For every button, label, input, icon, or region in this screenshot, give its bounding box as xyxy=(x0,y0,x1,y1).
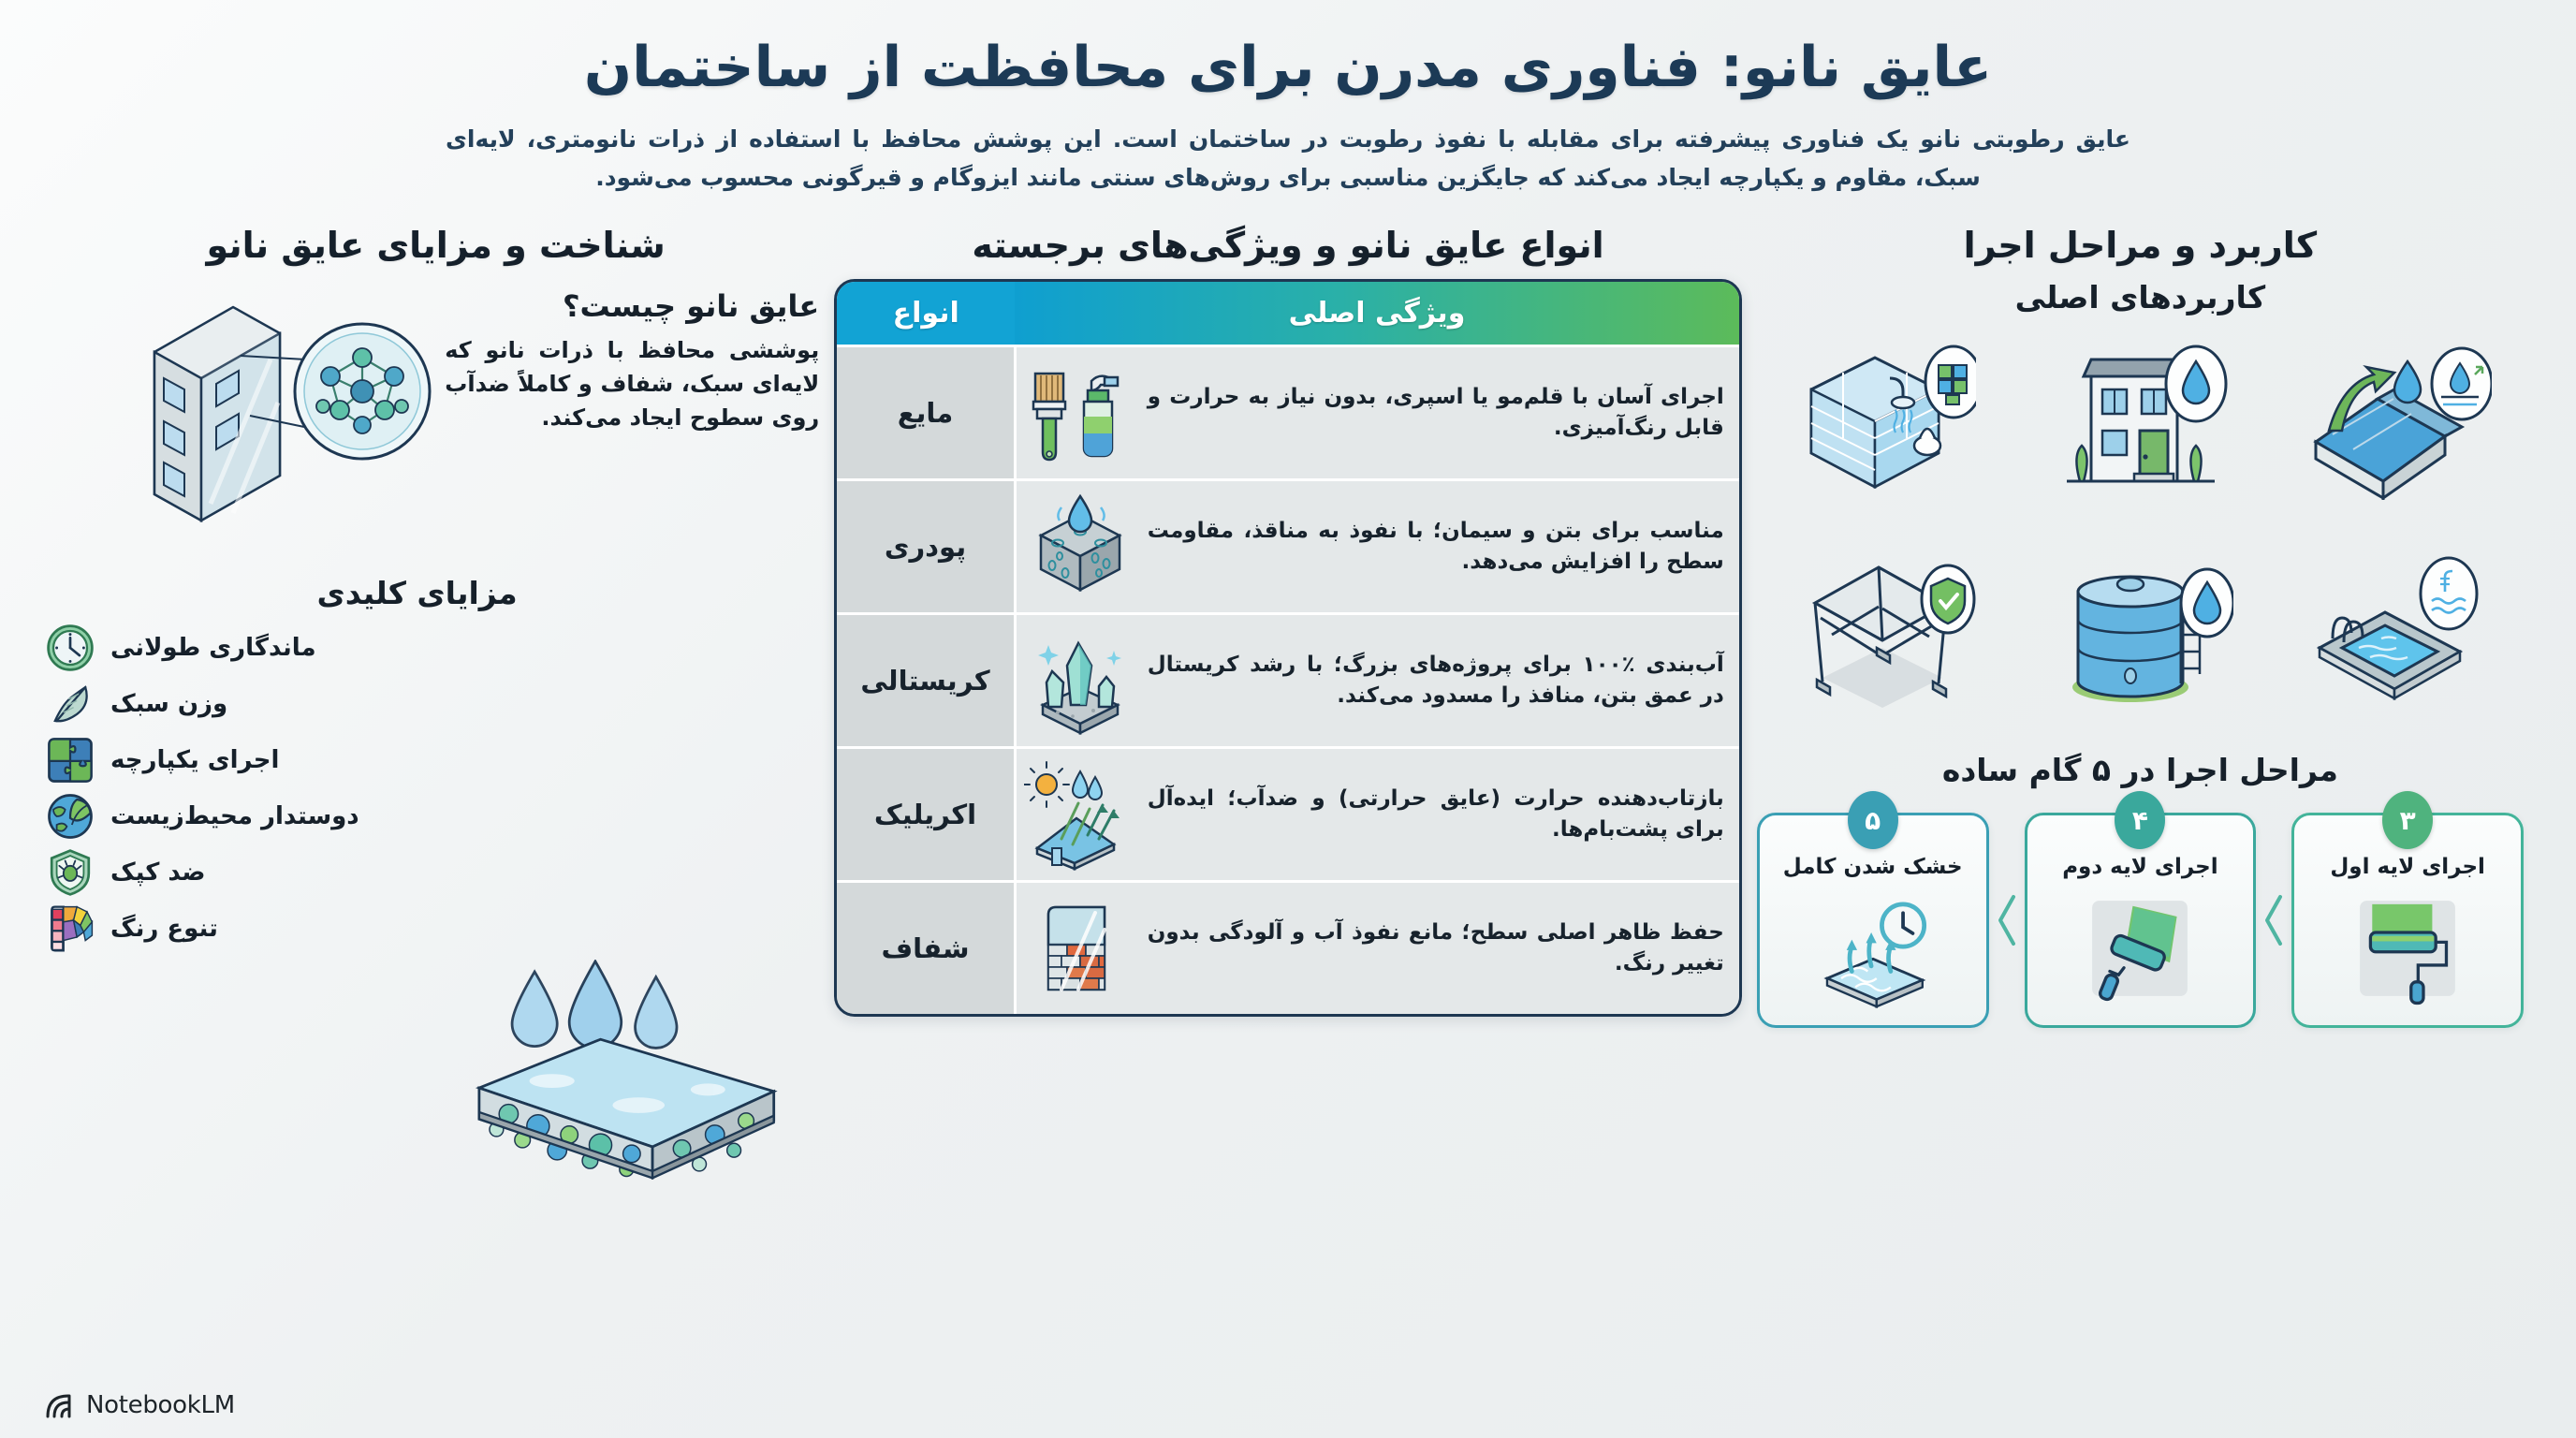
feather-icon xyxy=(45,679,95,729)
benefit-item-colors[interactable] xyxy=(45,903,827,954)
types-table-head xyxy=(837,282,1739,346)
table-cell-type-5: شفاف xyxy=(837,882,1015,1015)
house-droplet-icon xyxy=(2046,341,2233,500)
table-cell-feature-5 xyxy=(1015,882,1739,1015)
paint-roller-angled-icon xyxy=(2078,887,2202,1010)
column-overview xyxy=(45,225,827,1301)
table-cell-type-1: مایع xyxy=(837,346,1015,480)
chevron-left-icon-2 xyxy=(1995,888,2019,953)
types-table xyxy=(837,282,1739,1014)
what-is-heading: عایق نانو چیست؟ xyxy=(562,288,820,324)
brush-spray-icon xyxy=(1024,357,1136,469)
notebooklm-logo-icon xyxy=(45,1391,77,1419)
step-card-3[interactable] xyxy=(2291,804,2524,1028)
table-cell-feature-text-3: آب‌بندی ٪۱۰۰ برای پروژه‌های بزرگ؛ با رشد کریستال در عمق بتن، منافذ را مسدود می‌کند. xyxy=(1147,652,1724,708)
step-label-5: خشک شدن کامل xyxy=(1782,855,1963,879)
footer-watermark xyxy=(45,1391,235,1419)
page-title: عایق نانو: فناوری مدرن برای محافظت از ساختمان xyxy=(583,35,1993,100)
step-badge-3: ۳ xyxy=(2382,791,2433,849)
table-row[interactable] xyxy=(837,882,1739,1015)
benefit-label-antimold: ضد کپک xyxy=(110,858,206,887)
benefit-label-lightweight: وزن سبک xyxy=(110,690,228,718)
what-is-body: پوششی محافظ با ذرات نانو که لایه‌ای سبک، شفاف و کاملاً ضدآب روی سطوح ایجاد می‌کند. xyxy=(445,337,820,431)
types-table-wrap xyxy=(834,279,1742,1017)
column-applications xyxy=(1749,225,2531,1301)
porous-cube-icon xyxy=(1024,491,1136,603)
types-table-body xyxy=(837,346,1739,1015)
puzzle-icon xyxy=(45,735,95,785)
application-swimming-pool xyxy=(2271,527,2525,733)
step-label-4: اجرای لایه دوم xyxy=(2062,855,2218,879)
table-row[interactable] xyxy=(837,346,1739,480)
application-building-facade xyxy=(2013,317,2268,523)
benefits-list xyxy=(45,623,827,954)
benefit-item-lightweight[interactable] xyxy=(45,679,827,729)
step-label-3: اجرای لایه اول xyxy=(2330,855,2485,879)
table-cell-feature-1 xyxy=(1015,346,1739,480)
content-columns xyxy=(0,197,2576,1301)
table-row[interactable] xyxy=(837,614,1739,748)
table-cell-type-3: کریستالی xyxy=(837,614,1015,748)
clear-brick-icon xyxy=(1024,892,1136,1005)
benefit-item-seamless[interactable] xyxy=(45,735,827,785)
table-cell-feature-2 xyxy=(1015,480,1739,614)
table-header-type: انواع xyxy=(837,282,1015,346)
shield-mold-icon xyxy=(45,847,95,898)
table-cell-feature-text-2: مناسب برای بتن و سیمان؛ با نفوذ به مناقذ، مقاومت سطح را افزایش می‌دهد. xyxy=(1147,518,1724,574)
what-is-block xyxy=(45,279,827,550)
table-cell-feature-text-4: بازتاب‌دهنده حرارت (عایق حرارتی) و ضدآب؛ ایده‌آل برای پشت‌بام‌ها. xyxy=(1147,785,1724,842)
what-is-text xyxy=(445,279,819,434)
column-heading-types: انواع عایق نانو و ویژگی‌های برجسته xyxy=(972,225,1604,266)
table-cell-feature-4 xyxy=(1015,748,1739,882)
table-cell-feature-text-5: حفظ ظاهر اصلی سطح؛ مانع نفوذ آب و آلودگی بدون تغییر رنگ. xyxy=(1147,919,1724,976)
step-badge-4: ۴ xyxy=(2115,791,2165,849)
steps-heading: مراحل اجرا در ۵ گام ساده xyxy=(1941,752,2338,788)
column-heading-overview: شناخت و مزایای عایق نانو xyxy=(206,225,666,266)
building-nano-zoom-icon xyxy=(130,279,439,550)
table-cell-feature-3 xyxy=(1015,614,1739,748)
water-tank-icon xyxy=(2046,550,2233,710)
benefit-label-eco: دوستدار محیط‌زیست xyxy=(110,802,359,830)
table-header-feature: ویژگی اصلی xyxy=(1015,282,1739,346)
paint-roller-icon xyxy=(2346,887,2469,1010)
benefit-item-antimold[interactable] xyxy=(45,847,827,898)
benefit-label-colors: تنوع رنگ xyxy=(110,915,218,943)
color-palette-icon xyxy=(45,903,95,954)
table-cell-type-2: پودری xyxy=(837,480,1015,614)
table-row[interactable] xyxy=(837,748,1739,882)
table-row[interactable] xyxy=(837,480,1739,614)
applications-heading: کاربردهای اصلی xyxy=(2014,279,2266,315)
drying-clock-icon xyxy=(1811,887,1935,1010)
chevron-left-icon xyxy=(2261,888,2286,953)
application-water-tank xyxy=(2013,527,2268,733)
clock-icon xyxy=(45,623,95,673)
application-roof-waterproofing xyxy=(2271,317,2525,523)
footer-brand: NotebookLM xyxy=(86,1391,235,1419)
crystal-icon xyxy=(1024,624,1136,737)
table-header-row xyxy=(837,282,1739,346)
table-cell-type-4: اکریلیک xyxy=(837,748,1015,882)
droplets-nano-layer-icon xyxy=(433,960,827,1194)
nano-layer-illustration xyxy=(45,960,827,1197)
shower-tile-icon xyxy=(1789,341,1976,500)
steel-frame-shield-icon xyxy=(1789,550,1976,710)
benefit-item-durability[interactable] xyxy=(45,623,827,673)
pool-icon xyxy=(2305,550,2492,710)
benefit-label-seamless: اجرای یکپارچه xyxy=(110,746,280,774)
roof-repel-icon xyxy=(2305,341,2492,500)
column-heading-applications: کاربرد و مراحل اجرا xyxy=(1963,225,2318,266)
steps-row xyxy=(1749,804,2531,1028)
applications-grid xyxy=(1749,317,2531,733)
step-card-5[interactable] xyxy=(1757,804,1989,1028)
table-cell-feature-text-1: اجرای آسان با قلم‌مو یا اسپری، بدون نیاز به حرارت و قابل رنگ‌آمیزی. xyxy=(1147,384,1724,440)
benefit-label-durability: ماندگاری طولانی xyxy=(110,634,316,662)
step-card-4[interactable] xyxy=(2025,804,2257,1028)
what-is-illustration xyxy=(52,279,439,550)
benefits-heading: مزایای کلیدی xyxy=(316,575,518,611)
column-types xyxy=(827,225,1749,1301)
application-bathroom-wetroom xyxy=(1755,317,2010,523)
page-header xyxy=(0,0,2576,197)
benefit-item-eco[interactable] xyxy=(45,791,827,842)
application-steel-structure xyxy=(1755,527,2010,733)
roof-sun-icon xyxy=(1024,758,1136,871)
eco-globe-icon xyxy=(45,791,95,842)
page-subtitle: عایق رطوبتی نانو یک فناوری پیشرفته برای مقابله با نفوذ رطوبت در ساختمان است. این پوشش محافظ با استفاده از ذرات نانومتری، لایه‌ای سبک، مقاوم و یکپارچه ایجاد می‌کند که جایگزین مناسبی برای روش‌های سنتی مانند ایزوگام و قیرگونی محسوب می‌شود. xyxy=(446,125,2130,191)
step-badge-5: ۵ xyxy=(1848,791,1898,849)
